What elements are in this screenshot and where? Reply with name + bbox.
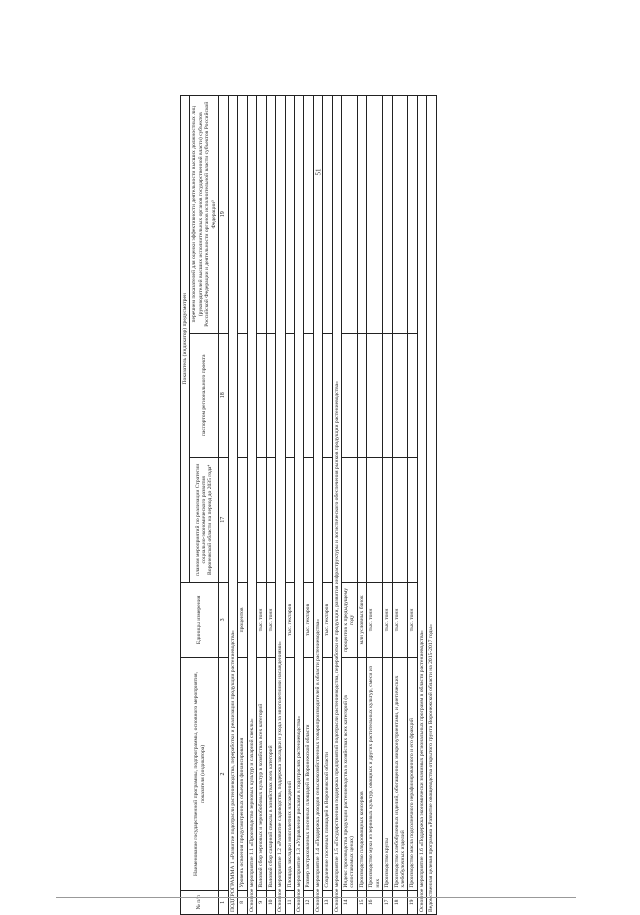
- index-cell: 19: [219, 96, 229, 334]
- section-row: [276, 96, 285, 915]
- row-name: Производство хлебобулочных изделий, обогащенных микронутриентами, и диетических хлебобулочных изделий: [392, 658, 408, 890]
- table-row: [367, 96, 383, 915]
- section-row: [247, 96, 256, 915]
- row-unit: тыс. тонн: [257, 582, 266, 658]
- table-row: [238, 96, 247, 915]
- empty-cell: [392, 333, 408, 458]
- header-indicator-group: Показатель (индикатор) предусмотрен: [181, 96, 190, 583]
- section-title: Основное мероприятие 1.6 «Поддержка экономически значимых региональных программ в области растениеводства»: [417, 96, 426, 915]
- header-unit: Единицы измерения: [181, 582, 219, 658]
- table-row: [383, 96, 392, 915]
- section-row: [313, 96, 322, 915]
- row-num: 14: [342, 890, 358, 914]
- empty-cell: [367, 333, 383, 458]
- empty-cell: [323, 96, 332, 334]
- section-row: [417, 96, 426, 915]
- header-col18: паспортом регионального проекта: [190, 333, 219, 458]
- index-cell: 3: [219, 582, 229, 658]
- page-number: 51: [314, 168, 323, 176]
- table-row: [342, 96, 358, 915]
- row-name: Индекс производства продукции растениеводства в хозяйствах всех категорий (в сопоставимых ценах): [342, 658, 358, 890]
- row-unit: тыс. тонн: [266, 582, 275, 658]
- empty-cell: [285, 458, 294, 583]
- row-name: Валовой сбор зерновых и зернобобовых культур в хозяйствах всех категорий: [257, 658, 266, 890]
- empty-cell: [408, 333, 417, 458]
- header-name: Наименование государственной программы, подпрограммы, основного мероприятия, показателя (индикатора): [181, 658, 219, 890]
- row-num: 16: [367, 890, 383, 914]
- index-cell: 17: [219, 458, 229, 583]
- row-name: Площадь закладки многолетних насаждений: [285, 658, 294, 890]
- empty-cell: [408, 458, 417, 583]
- section-title: Основное мероприятие 1.3 «Управление рисками в подотраслях растениеводства»: [294, 96, 303, 915]
- row-unit: тыс. тонн: [408, 582, 417, 658]
- row-unit: тыс. гектаров: [323, 582, 332, 658]
- empty-cell: [266, 458, 275, 583]
- index-cell: 18: [219, 333, 229, 458]
- empty-cell: [342, 333, 358, 458]
- row-unit: тыс. гектаров: [285, 582, 294, 658]
- empty-cell: [342, 96, 358, 334]
- table-row: [257, 96, 266, 915]
- empty-cell: [383, 96, 392, 334]
- row-num: 8: [238, 890, 247, 914]
- row-unit: тыс. тонн: [392, 582, 408, 658]
- index-row: [219, 96, 229, 915]
- empty-cell: [285, 96, 294, 334]
- empty-cell: [383, 458, 392, 583]
- table-row: [266, 96, 275, 915]
- empty-cell: [257, 458, 266, 583]
- empty-cell: [357, 96, 366, 334]
- empty-cell: [357, 333, 366, 458]
- row-num: 9: [257, 890, 266, 914]
- row-name: Производство плодоовощных консервов: [357, 658, 366, 890]
- table-row: [304, 96, 313, 915]
- row-name: Производство крупы: [383, 658, 392, 890]
- row-unit: процентов к предыдущему году: [342, 582, 358, 658]
- row-num: 18: [392, 890, 408, 914]
- row-name: Производство масла подсолнечного нерафинированного и его фракций: [408, 658, 417, 890]
- table-row: [323, 96, 332, 915]
- rotated-sheet: [182, 95, 640, 912]
- row-name: Уровень освоения предусмотренных объемов финансирования: [238, 658, 247, 890]
- row-num: 12: [304, 890, 313, 914]
- section-title: Основное мероприятие 1.4 «Поддержка доходов сельскохозяйственных товаропроизводителей в области растениеводства»: [313, 96, 322, 915]
- row-unit: тыс. тонн: [383, 582, 392, 658]
- row-name: Производство муки из зерновых культур, овощных и других растительных культур, смеси из них: [367, 658, 383, 890]
- empty-cell: [238, 333, 247, 458]
- indicators-table: [180, 95, 437, 915]
- row-unit: тыс. гектаров: [304, 582, 313, 658]
- row-name: Размер застрахованных посевных площадей в Воронежской области: [304, 658, 313, 890]
- section-row: [332, 96, 341, 915]
- row-unit: процентов: [238, 582, 247, 658]
- header-col17: планом мероприятий по реализации Стратегии социально-экономического развития Воронежской области на период до 2035 года⁴: [190, 458, 219, 583]
- empty-cell: [238, 96, 247, 334]
- section-title: ПОДПРОГРАММА 1 «Развитие подотрасли растениеводства, переработки и реализации продукции растениеводства»: [229, 96, 238, 915]
- section-title: Основное мероприятие 1.1 «Производство зерновых культур и сахарной свеклы»: [247, 96, 256, 915]
- empty-cell: [323, 458, 332, 583]
- empty-cell: [392, 96, 408, 334]
- rotated-table-wrapper: [180, 95, 575, 915]
- section-title: Основное мероприятие 1.5 «Государственная поддержка предприятий подотрасли растениеводства, переработки ее продукции, развития инфраструктуры и логистического обеспечения рынков продукции растениеводства»: [332, 96, 341, 915]
- row-num: 19: [408, 890, 417, 914]
- empty-cell: [323, 333, 332, 458]
- row-num: 17: [383, 890, 392, 914]
- empty-cell: [367, 458, 383, 583]
- index-cell: 2: [219, 658, 229, 890]
- empty-cell: [266, 333, 275, 458]
- section-row: [427, 96, 436, 915]
- empty-cell: [257, 96, 266, 334]
- table-row: [408, 96, 417, 915]
- footer-rule: [56, 897, 576, 899]
- table-row: [357, 96, 366, 915]
- empty-cell: [357, 458, 366, 583]
- row-num: 10: [266, 890, 275, 914]
- empty-cell: [266, 96, 275, 334]
- section-row: [229, 96, 238, 915]
- empty-cell: [304, 458, 313, 583]
- row-num: 11: [285, 890, 294, 914]
- header-num: № п/п: [181, 890, 219, 914]
- row-name: Сохранение посевных площадей в Воронежской области: [323, 658, 332, 890]
- empty-cell: [257, 333, 266, 458]
- empty-cell: [304, 96, 313, 334]
- empty-cell: [408, 96, 417, 334]
- section-row: [294, 96, 303, 915]
- row-unit: тыс. тонн: [367, 582, 383, 658]
- index-cell: 1: [219, 890, 229, 914]
- empty-cell: [392, 458, 408, 583]
- empty-cell: [367, 96, 383, 334]
- row-num: 15: [357, 890, 366, 914]
- row-unit: млн условных банок: [357, 582, 366, 658]
- section-title: Ведомственная целевая программа «Развитие овощеводства открытого грунта Воронежской области на 2015-2017 годы»: [427, 96, 436, 915]
- empty-cell: [342, 458, 358, 583]
- row-num: 13: [323, 890, 332, 914]
- table-row: [285, 96, 294, 915]
- table-row: [392, 96, 408, 915]
- empty-cell: [285, 333, 294, 458]
- row-name: Валовой сбор сахарной свеклы в хозяйствах всех категорий: [266, 658, 275, 890]
- header-col19: перечнем показателей для оценки эффективности деятельности высших должностных лиц (руководителей высших исполнительных органов государственной власти) субъектов Российской Федерации и деятельности органов исполнительной власти субъектов Российской Федерации⁵: [190, 96, 219, 334]
- empty-cell: [304, 333, 313, 458]
- empty-cell: [238, 458, 247, 583]
- empty-cell: [383, 333, 392, 458]
- section-title: Основное мероприятие 1.2 «Развитие садоводства, поддержка закладки и ухода за многолетними насаждениями»: [276, 96, 285, 915]
